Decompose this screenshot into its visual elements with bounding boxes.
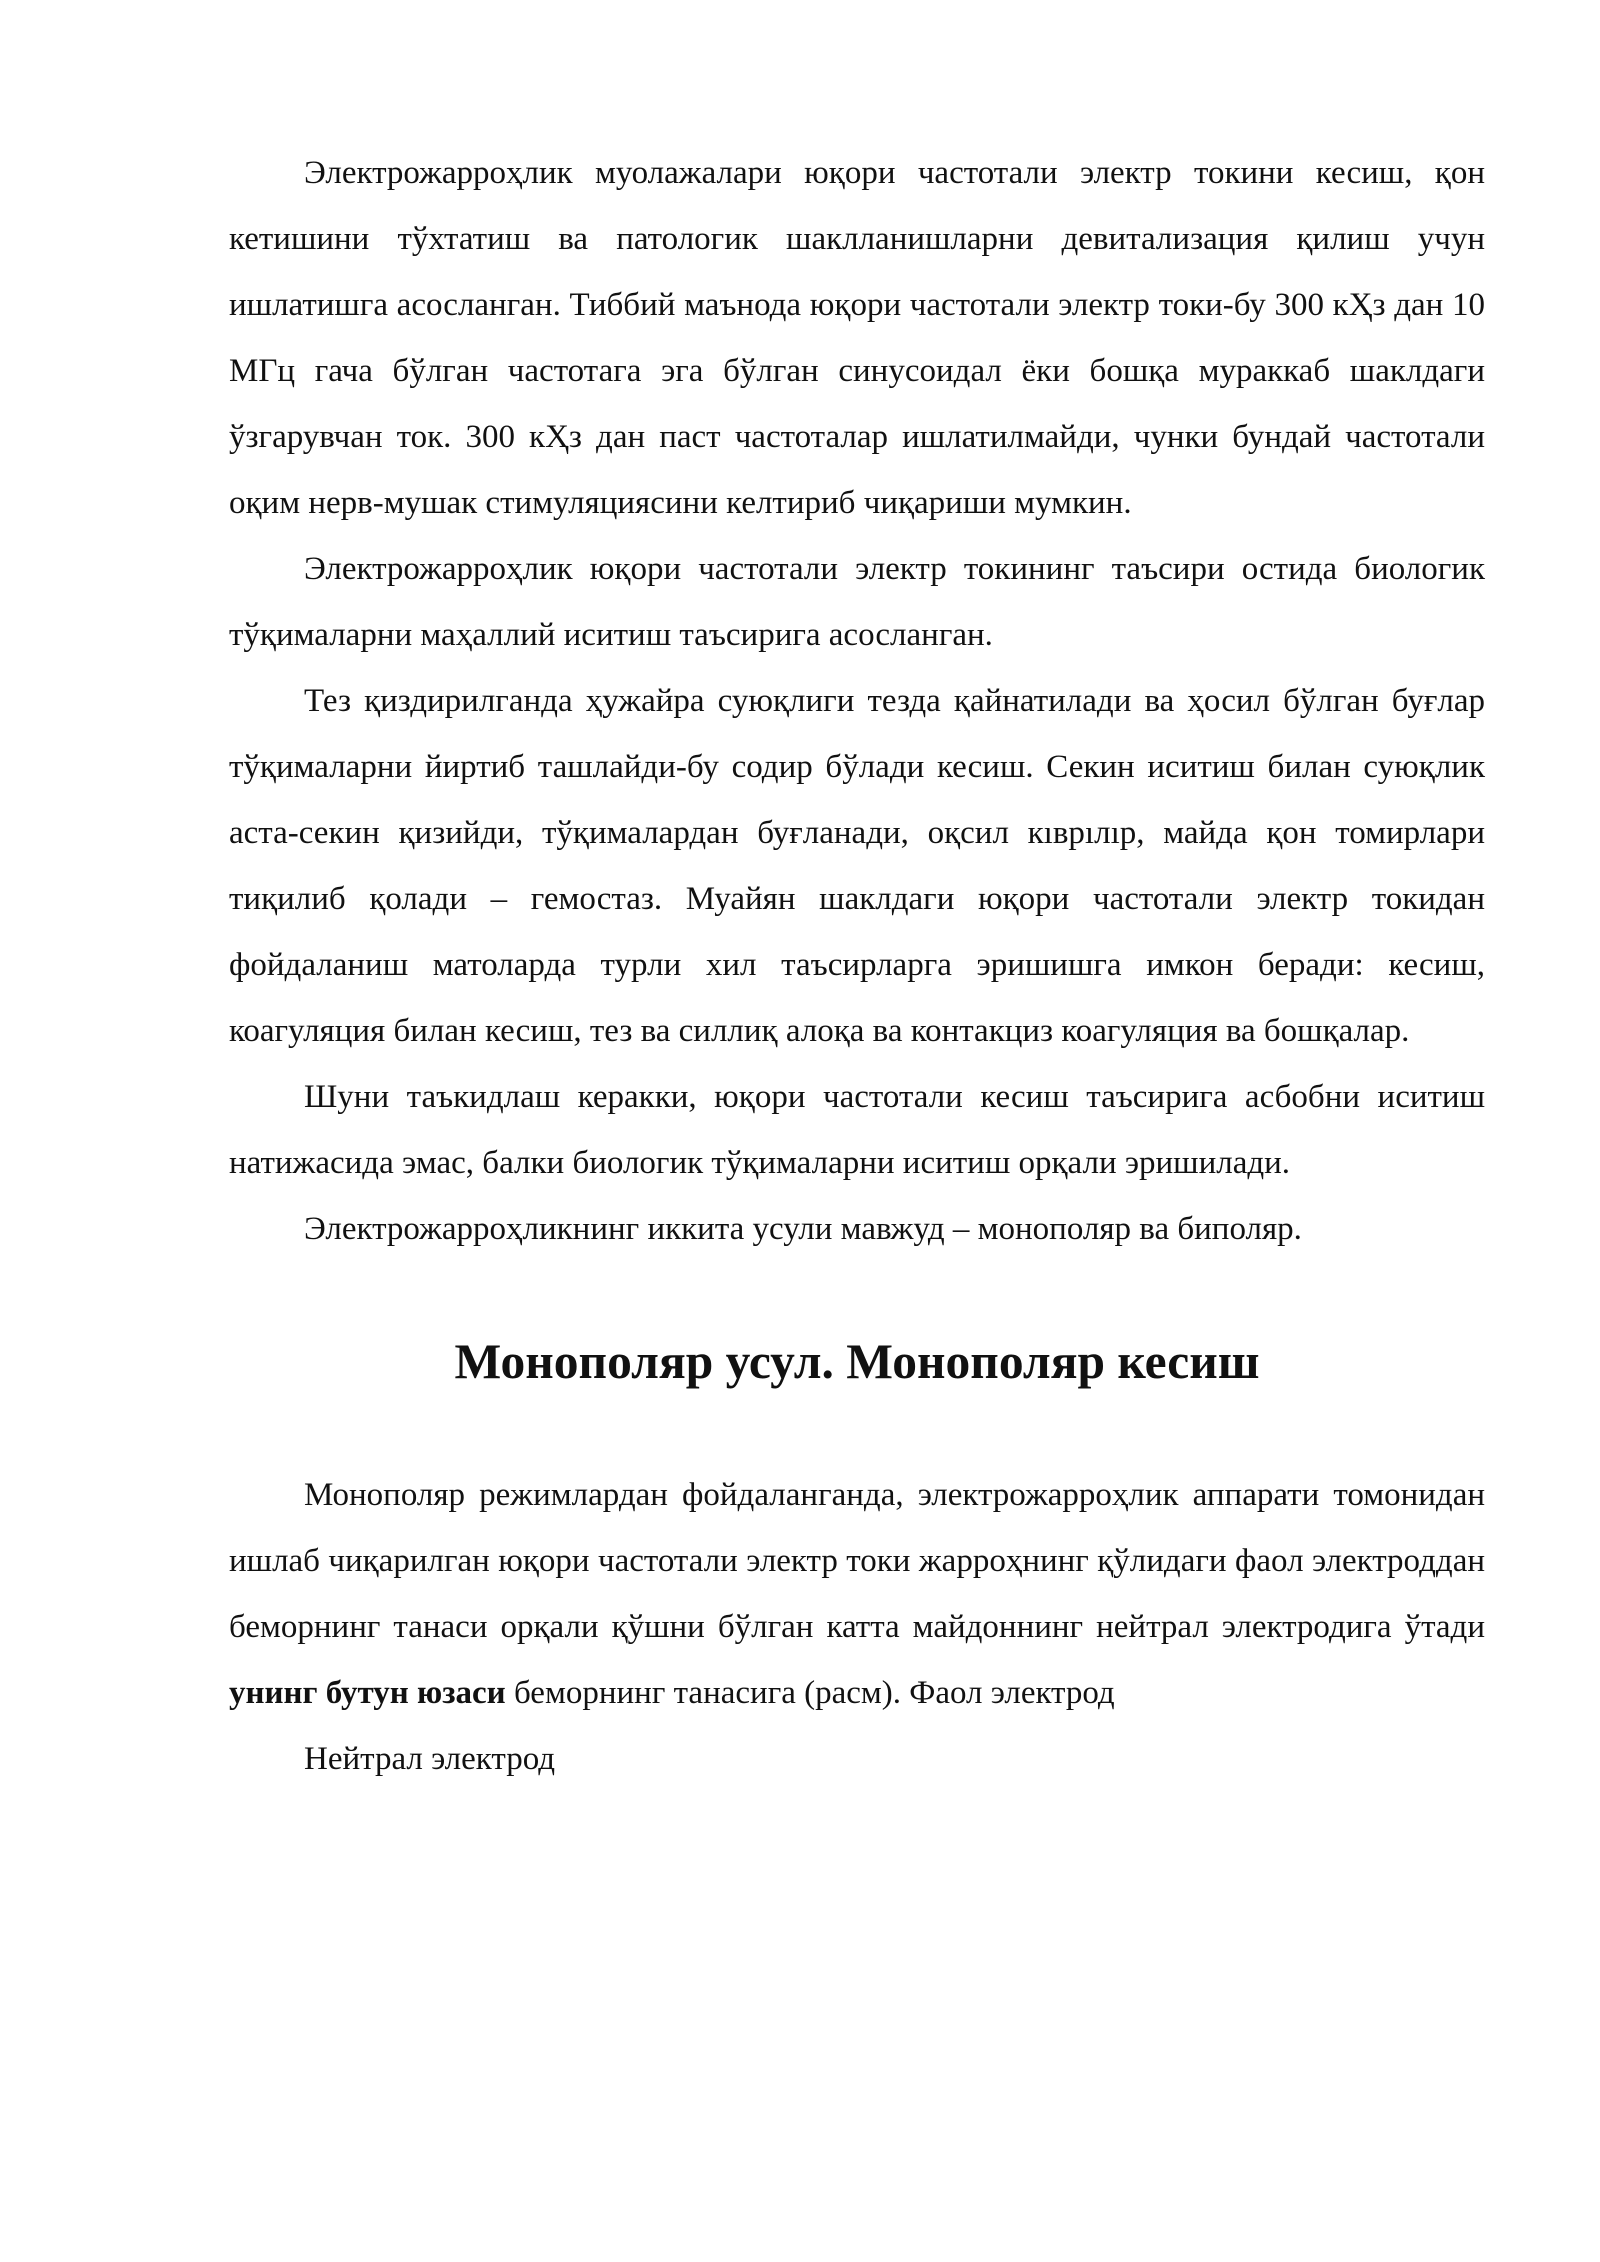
section-heading-monopolar: Монополяр усул. Монополяр кесиш xyxy=(454,1334,1260,1389)
paragraph-local-heating: Электрожарроҳлик юқори частотали электр токининг таъсири остида биологик тўқималарни маҳаллий иситиш таъсирига асосланган. xyxy=(229,551,1485,653)
paragraph-tissue-heating-note: Шуни таъкидлаш керакки, юқори частотали кесиш таъсирига асбобни иситиш натижасида эмас, балки биологик тўқималарни иситиш орқали эришилади. xyxy=(229,1079,1485,1181)
paragraph-neutral-electrode: Нейтрал электрод xyxy=(304,1741,556,1777)
monopolar-text-bold: унинг бутун юзаси xyxy=(229,1675,506,1711)
paragraph-heating-effects: Тез қиздирилганда ҳужайра суюқлиги тезда қайнатилади ва ҳосил бўлган буғлар тўқималарни йиртиб ташлайди-бу содир бўлади кесиш. Секин иситиш билан суюқлик аста-секин қизийди, тўқималардан буғланади, оқсил кıврıлıр, майда қон томирлари тиқилиб қолади – гемостаз. Муайян шаклдаги юқори частотали электр токидан фойдаланиш матоларда турли хил таъсирларга эришишга имкон беради: кесиш, коагуляция билан кесиш, тез ва силлиқ алоқа ва контакциз коагуляция ва бошқалар. xyxy=(229,683,1485,1049)
monopolar-text-start: Монополяр режимлардан фойдаланганда, электрожарроҳлик аппарати томонидан ишлаб чиқарилган юқори частотали электр токи жарроҳнинг қўлидаги фаол электроддан беморнинг танаси орқали қўшни бўлган катта майдоннинг нейтрал электродига ўтади xyxy=(229,1477,1485,1645)
paragraph-electrosurgery-principle: Электрожарроҳлик муолажалари юқори частотали электр токини кесиш, қон кетишини тўхтатиш ва патологик шаклланишларни девитализация қилиш учун ишлатишга асосланган. Тиббий маънода юқори частотали электр токи-бу 300 кҲз дан 10 МГц гача бўлган частотага эга бўлган синусоидал ёки бошқа мураккаб шаклдаги ўзгарувчан ток. 300 кҲз дан паст частоталар ишлатилмайди, чунки бундай частотали оқим нерв-мушак стимуляциясини келтириб чиқариши мумкин. xyxy=(229,155,1485,521)
document-page xyxy=(229,140,1485,1792)
monopolar-text-end: беморнинг танасига (расм). Фаол электрод xyxy=(513,1675,1115,1711)
paragraph-monopolar-description xyxy=(229,1462,1485,1726)
paragraph-two-methods: Электрожарроҳликнинг иккита усули мавжуд – монополяр ва биполяр. xyxy=(304,1211,1302,1247)
